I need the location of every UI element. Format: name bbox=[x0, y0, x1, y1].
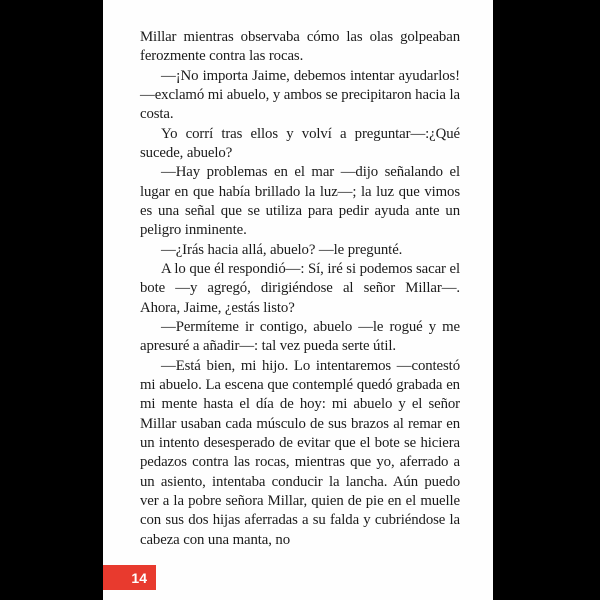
paragraph: —¡No importa Jaime, debemos intentar ayudarlos! —exclamó mi abuelo, y ambos se precipitaron hacia la costa. bbox=[140, 67, 460, 123]
paragraph: —Permíteme ir contigo, abuelo —le rogué y me apresuré a añadir—: tal vez pueda serte útil. bbox=[140, 318, 460, 355]
paragraph: Yo corrí tras ellos y volví a preguntar—:¿Qué sucede, abuelo? bbox=[140, 125, 460, 161]
body-text bbox=[140, 28, 460, 550]
paragraph: Millar mientras observaba cómo las olas golpeaban ferozmente contra las rocas. bbox=[140, 29, 460, 65]
book-page bbox=[103, 0, 493, 600]
paragraph: —Hay problemas en el mar —dijo señalando el lugar en que había brillado la luz—; la luz que vimos es una señal que se utiliza para pedir ayuda ante un peligro inminente. bbox=[140, 164, 460, 239]
page-number-badge bbox=[103, 565, 156, 590]
paragraph: —¿Irás hacia allá, abuelo? —le pregunté. bbox=[161, 241, 403, 258]
paragraph: —Está bien, mi hijo. Lo intentaremos —contestó mi abuelo. La escena que contemplé quedó grabada en mi mente hasta el día de hoy: mi abuelo y el señor Millar usaban cada músculo de sus brazos al remar en un intento desesperado de evitar que el bote se hiciera pedazos contra las rocas, mientras que yo, aferrado a un asiento, intentaba conducir la lancha. Aún puedo ver a la pobre señora Millar, quien de pie en el muelle con sus dos hijas aferradas a su falda y cubriéndose la cabeza con una manta, no bbox=[140, 357, 460, 548]
page-number: 14 bbox=[131, 569, 147, 586]
paragraph: A lo que él respondió—: Sí, iré si podemos sacar el bote —y agregó, dirigiéndose al señor Millar—. Ahora, Jaime, ¿estás listo? bbox=[140, 260, 460, 316]
